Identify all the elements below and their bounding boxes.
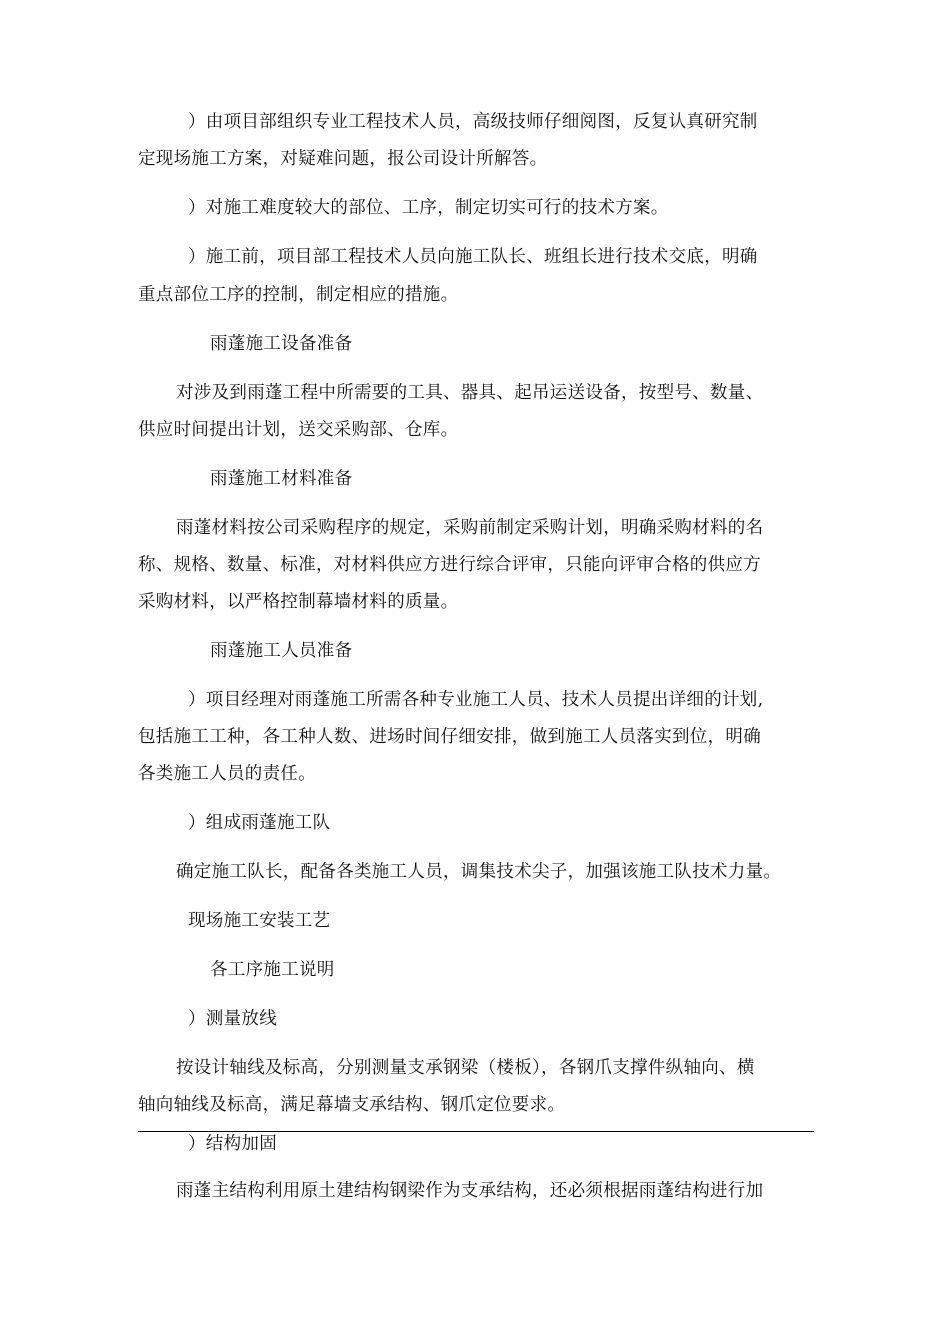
paragraph-line: 雨蓬主结构利用原土建结构钢梁作为支承结构，还必须根据雨蓬结构进行加 (176, 1181, 764, 1201)
section-heading-process: 各工序施工说明 (210, 960, 335, 980)
paragraph-line: 各类施工人员的责任。 (138, 764, 316, 784)
paragraph-line: 称、规格、数量、标准，对材料供应方进行综合评审，只能向评审合格的供应方 (138, 555, 761, 575)
paragraph-line: ）测量放线 (188, 1009, 277, 1029)
paragraph-line: 采购材料，以严格控制幕墙材料的质量。 (138, 592, 459, 612)
paragraph-line: 重点部位工序的控制，制定相应的措施。 (138, 285, 459, 305)
paragraph-line: 供应时间提出计划，送交采购部、仓库。 (138, 420, 459, 440)
paragraph-line: ）结构加固 (188, 1134, 277, 1154)
section-heading-install: 现场施工安装工艺 (188, 911, 331, 931)
paragraph-line: ）由项目部组织专业工程技术人员，高级技师仔细阅图，反复认真研究制 (188, 112, 758, 132)
paragraph-line: ）对施工难度较大的部位、工序，制定切实可行的技术方案。 (188, 198, 669, 218)
paragraph-line: 定现场施工方案，对疑难问题，报公司设计所解答。 (138, 149, 548, 169)
paragraph-line: 确定施工队长，配备各类施工人员，调集技术尖子，加强该施工队技术力量。 (176, 862, 782, 882)
paragraph-line: 对涉及到雨蓬工程中所需要的工具、器具、起吊运送设备，按型号、数量、 (176, 383, 764, 403)
section-heading-material: 雨蓬施工材料准备 (210, 469, 353, 489)
paragraph-line: 按设计轴线及标高，分别测量支承钢梁（楼板），各钢爪支撑件纵轴向、横 (176, 1058, 755, 1078)
paragraph-line: 雨蓬材料按公司采购程序的规定，采购前制定采购计划，明确采购材料的名 (176, 518, 764, 538)
paragraph-line: 包括施工工种，各工种人数、进场时间仔细安排，做到施工人员落实到位，明确 (138, 727, 761, 747)
section-heading-personnel: 雨蓬施工人员准备 (210, 641, 353, 661)
paragraph-line: ）组成雨蓬施工队 (188, 813, 331, 833)
section-heading-equipment: 雨蓬施工设备准备 (210, 334, 353, 354)
paragraph-line: ）施工前，项目部工程技术人员向施工队长、班组长进行技术交底，明确 (188, 247, 758, 267)
paragraph-line: 轴向轴线及标高，满足幕墙支承结构、钢爪定位要求。 (138, 1095, 566, 1115)
horizontal-rule (138, 1131, 814, 1132)
paragraph-line: ）项目经理对雨蓬施工所需各种专业施工人员、技术人员提出详细的计划, (188, 690, 764, 710)
